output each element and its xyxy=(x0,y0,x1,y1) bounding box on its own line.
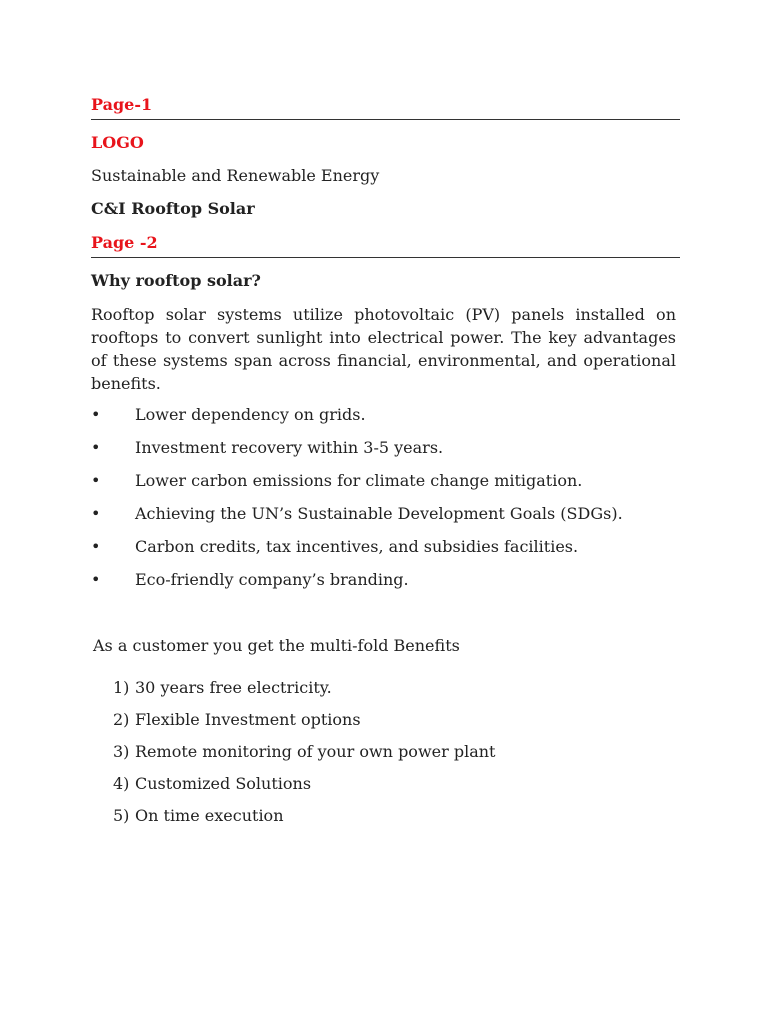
bullet-icon: • xyxy=(91,471,101,490)
list-item: 5) On time execution xyxy=(113,806,284,825)
bullet-icon: • xyxy=(91,405,101,424)
page-2-header xyxy=(91,233,680,258)
list-item: • Investment recovery within 3-5 years. xyxy=(91,438,444,457)
page-2-marker: Page -2 xyxy=(91,233,158,252)
bullet-icon: • xyxy=(91,438,101,457)
list-item: • Lower carbon emissions for climate change mitigation. xyxy=(91,471,583,490)
page-1-marker: Page-1 xyxy=(91,95,153,114)
benefits-list xyxy=(91,678,680,826)
list-item: 2) Flexible Investment options xyxy=(113,710,361,729)
list-item: • Eco-friendly company’s branding. xyxy=(91,570,409,589)
document-page xyxy=(91,0,680,1024)
bullet-icon: • xyxy=(91,504,101,523)
list-item: • Achieving the UN’s Sustainable Development Goals (SDGs). xyxy=(91,504,623,523)
bullet-icon: • xyxy=(91,570,101,589)
list-item: 4) Customized Solutions xyxy=(113,774,312,793)
list-item: • Lower dependency on grids. xyxy=(91,405,366,424)
bullet-icon: • xyxy=(91,537,101,556)
product-title: C&I Rooftop Solar xyxy=(91,199,255,218)
list-item: 3) Remote monitoring of your own power plant xyxy=(113,742,496,761)
intro-paragraph: Rooftop solar systems utilize photovoltaic (PV) panels installed on rooftops to convert sunlight into electrical power. The key advantages of these systems span across financial, environmental, and operational benefits. xyxy=(91,305,676,393)
section-heading: Why rooftop solar? xyxy=(91,271,261,290)
logo-placeholder: LOGO xyxy=(91,133,144,152)
advantages-list xyxy=(91,405,680,590)
tagline: Sustainable and Renewable Energy xyxy=(91,166,380,185)
page-1-header xyxy=(91,95,680,120)
benefits-intro: As a customer you get the multi-fold Benefits xyxy=(93,636,460,655)
list-item: 1) 30 years free electricity. xyxy=(113,678,332,697)
list-item: • Carbon credits, tax incentives, and subsidies facilities. xyxy=(91,537,579,556)
